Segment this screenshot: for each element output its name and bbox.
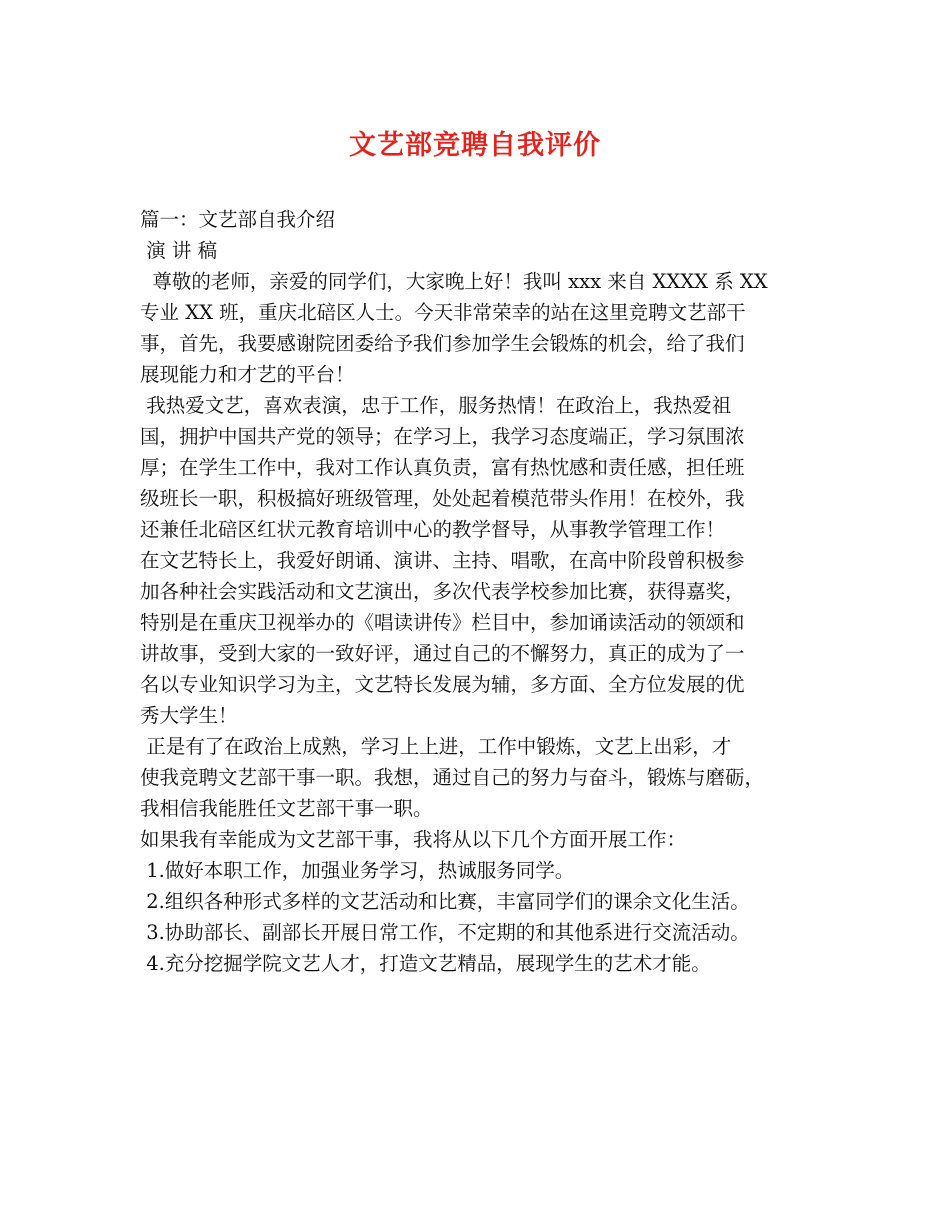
- body-line: 事，首先，我要感谢院团委给予我们参加学生会锻炼的机会，给了我们: [140, 332, 745, 355]
- body-line: 尊敬的老师，亲爱的同学们，大家晚上好！我叫 xxx 来自 XXXX 系 XX: [140, 270, 768, 293]
- document-body: [140, 204, 830, 979]
- body-line: 我相信我能胜任文艺部干事一职。: [140, 797, 433, 820]
- body-line: 展现能力和才艺的平台！: [140, 363, 355, 386]
- list-item: 1.做好本职工作，加强业务学习，热诚服务同学。: [140, 859, 575, 882]
- body-line: 级班长一职，积极搞好班级管理，处处起着模范带头作用！在校外，我: [140, 487, 745, 510]
- list-item: 2.组织各种形式多样的文艺活动和比赛，丰富同学们的课余文化生活。: [140, 890, 750, 913]
- body-line: 名以专业知识学习为主，文艺特长发展为辅，多方面、全方位发展的优: [140, 673, 745, 696]
- list-item: 3.协助部长、副部长开展日常工作，不定期的和其他系进行交流活动。: [140, 921, 750, 944]
- body-line: 讲故事，受到大家的一致好评，通过自己的不懈努力，真正的成为了一: [140, 642, 745, 665]
- body-line: 使我竞聘文艺部干事一职。我想，通过自己的努力与奋斗，锻炼与磨砺，: [140, 766, 765, 789]
- body-line: 还兼任北碚区红状元教育培训中心的教学督导，从事教学管理工作！: [140, 518, 726, 541]
- list-item: 4.充分挖掘学院文艺人才，打造文艺精品，展现学生的艺术才能。: [140, 952, 711, 975]
- body-line: 加各种社会实践活动和文艺演出，多次代表学校参加比赛，获得嘉奖，: [140, 580, 745, 603]
- body-line: 厚；在学生工作中，我对工作认真负责，富有热忱感和责任感，担任班: [140, 456, 745, 479]
- body-line: 如果我有幸能成为文艺部干事，我将从以下几个方面开展工作：: [140, 828, 687, 851]
- body-line: 国，拥护中国共产党的领导；在学习上，我学习态度端正，学习氛围浓: [140, 425, 745, 448]
- body-line: 秀大学生！: [140, 704, 238, 727]
- body-line: 我热爱文艺，喜欢表演，忠于工作，服务热情！在政治上，我热爱祖: [140, 394, 732, 417]
- body-line: 演 讲 稿: [140, 239, 218, 262]
- document-title: 文艺部竞聘自我评价: [349, 130, 601, 161]
- body-line: 正是有了在政治上成熟，学习上上进，工作中锻炼，文艺上出彩，才: [140, 735, 732, 758]
- body-line: 特别是在重庆卫视举办的《唱读讲传》栏目中，参加诵读活动的领颂和: [140, 611, 745, 634]
- body-line: 专业 XX 班，重庆北碚区人士。今天非常荣幸的站在这里竞聘文艺部干: [140, 301, 746, 324]
- body-line: 在文艺特长上，我爱好朗诵、演讲、主持、唱歌，在高中阶段曾积极参: [140, 549, 745, 572]
- body-line: 篇一：文艺部自我介绍: [140, 208, 336, 231]
